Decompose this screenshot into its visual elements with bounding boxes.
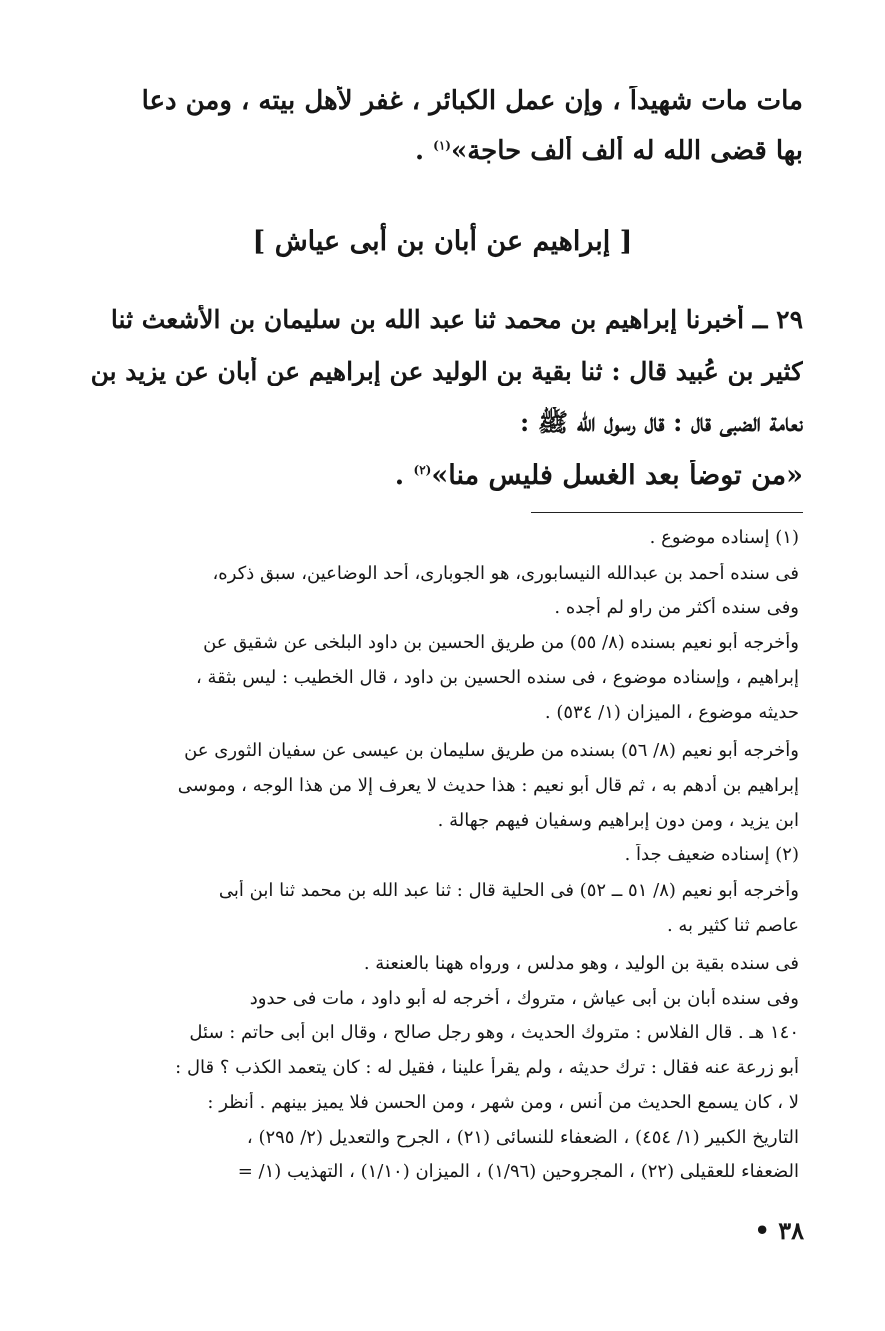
page-number [684,1216,804,1245]
hadith-line-1: ٢٩ ــ أخبرنا إبراهيم بن محمد ثنا عبد الله بن سليمان بن الأشعث ثنا [110,305,803,334]
main-text-line-2-end: . [415,136,434,166]
footnote-line: فى سنده أحمد بن عبدالله النيسابورى، هو الجوبارى، أحد الوضاعين، سبق ذكره، [212,563,799,584]
main-text-line-2 [81,136,803,166]
footnote-line: ابن يزيد ، ومن دون إبراهيم وسفيان فيهم جهالة . [437,810,799,831]
hadith-line-4-end: . [394,460,414,491]
footnote-line: الضعفاء للعقيلى (٢٢) ، المجروحين (١/٩٦) ، الميزان (١/١٠) ، التهذيب (١/ = [237,1161,799,1182]
main-text-line-1: مات مات شهيداً ، وإن عمل الكبائر ، غفر لأهل بيته ، ومن دعا [141,86,803,116]
footnote-marker-2: (٢) [413,463,432,477]
hadith-line-2: كثير بن عُبيد قال : ثنا بقية بن الوليد عن إبراهيم عن أبان عن يزيد بن [90,357,803,386]
footnote-line: وأخرجه أبو نعيم (٨/ ٥٦) بسنده من طريق سليمان بن عيسى عن سفيان الثورى عن [184,740,799,761]
footnote-divider [531,512,803,513]
footnote-line: إبراهيم بن أدهم به ، ثم قال أبو نعيم : هذا حديث لا يعرف إلا من هذا الوجه ، وموسى [177,775,799,796]
footnote-line: (١) إسناده موضوع . [649,527,799,548]
footnote-line: أبو زرعة عنه فقال : ترك حديثه ، ولم يقرأ علينا ، فقيل له : كان يتعمد الكذب ؟ قال : [175,1057,799,1078]
footnote-line: حديثه موضوع ، الميزان (١/ ٥٣٤) . [544,702,799,723]
footnote-line: (٢) إسناده ضعيف جداً . [624,844,799,865]
page-number-value: ٣٨ [778,1216,804,1245]
main-text-line-2-body: بها قضى الله له ألف ألف حاجة» [450,136,803,166]
footnote-line: إبراهيم ، وإسناده موضوع ، فى سنده الحسين بن داود ، قال الخطيب : ليس بثقة ، [195,667,799,688]
footnote-line: وأخرجه أبو نعيم بسنده (٨/ ٥٥) من طريق الحسين بن داود البلخى عن شقيق عن [203,632,799,653]
hadith-text: «من توضأ بعد الغسل فليس منا» [431,460,803,491]
footnote-line: وفى سنده أبان بن أبى عياش ، متروك ، أخرجه له أبو داود ، مات فى حدود [249,988,799,1009]
footnote-line: وفى سنده أكثر من راو لم أجده . [554,597,799,618]
footnote-line: عاصم ثنا كثير به . [666,915,799,936]
hadith-line-3: نعامة الضبى قال : قال رسول الله ﷺ : [519,408,803,437]
footnote-line: وأخرجه أبو نعيم (٨/ ٥١ ــ ٥٢) فى الحلية قال : ثنا عبد الله بن محمد ثنا ابن أبى [218,880,799,901]
hadith-line-4 [81,460,803,491]
section-heading: [ إبراهيم عن أبان بن أبى عياش ] [252,226,633,257]
footnote-line: التاريخ الكبير (١/ ٤٥٤) ، الضعفاء للنسائى (٢١) ، الجرح والتعديل (٢/ ٢٩٥) ، [246,1127,799,1148]
page-number-dot: • [754,1216,770,1245]
footnote-marker-1: (١) [433,138,451,153]
footnote-line: لا ، كان يسمع الحديث من أنس ، ومن شهر ، ومن الحسن فلا يميز بينهم . أنظر : [207,1092,799,1113]
footnote-line: ١٤٠ هـ . قال الفلاس : متروك الحديث ، وهو رجل صالح ، وقال ابن أبى حاتم : سئل [189,1022,799,1043]
footnote-line: فى سنده بقية بن الوليد ، وهو مدلس ، ورواه ههنا بالعنعنة . [363,953,799,974]
